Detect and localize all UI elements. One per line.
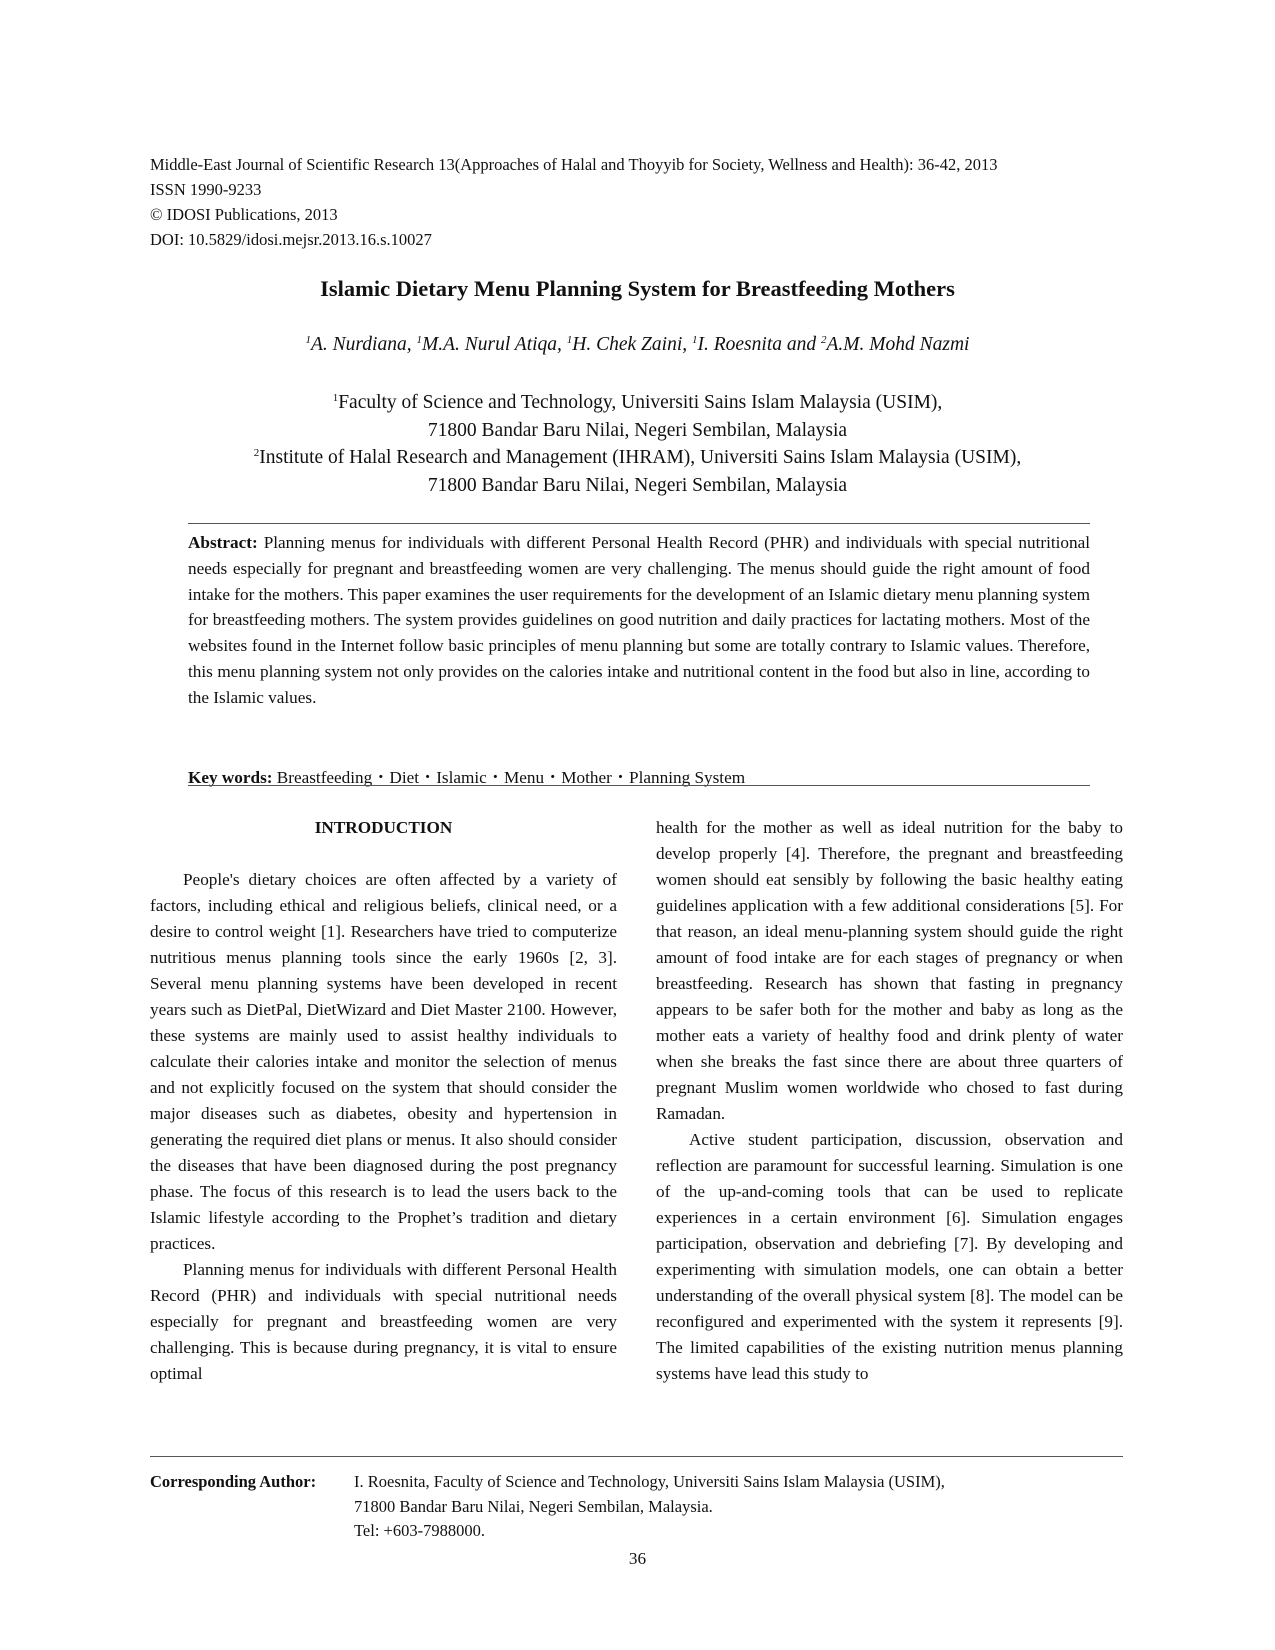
doi: DOI: 10.5829/idosi.mejsr.2013.16.s.10027 — [150, 230, 432, 249]
author-affiliation-mark: 1 — [305, 334, 312, 346]
paragraph: health for the mother as well as ideal nutrition for the baby to develop properly [4]. Therefore, the pregnant and breastfeeding women should eat sensibly by following the basic healthy eating guidelines application with a few additional considerations [5]. For that reason, an ideal menu-planning system should guide the right amount of food intake are for each stages of pregnancy or when breastfeeding. Research has shown that fasting in pregnancy appears to be safer both for the mother and baby as long as the mother eats a variety of healthy food and drink plenty of water when she breaks the fast since there are about three quarters of pregnant Muslim women worldwide who chosed to fast during Ramadan. — [656, 818, 1123, 1123]
author-name: H. Chek Zaini, — [572, 334, 692, 355]
abstract — [188, 530, 1090, 711]
author-list — [0, 334, 1275, 356]
right-column — [656, 815, 1123, 1387]
author-affiliation-mark: 1 — [416, 334, 422, 346]
corresponding-author-line: 71800 Bandar Baru Nilai, Negeri Sembilan, Malaysia. — [354, 1496, 713, 1516]
corresponding-author-line: I. Roesnita, Faculty of Science and Technology, Universiti Sains Islam Malaysia (USIM), — [354, 1472, 945, 1491]
journal-citation: Middle-East Journal of Scientific Research 13(Approaches of Halal and Thoyyib for Society, Wellness and Health): 36-42, 2013 — [150, 155, 998, 174]
corresponding-author-details — [354, 1470, 945, 1544]
copyright: © IDOSI Publications, 2013 — [150, 205, 338, 224]
abstract-label: Abstract: — [188, 533, 258, 552]
author-name: A. Nurdiana, — [311, 334, 417, 355]
affiliation-1-address: 71800 Bandar Baru Nilai, Negeri Sembilan, Malaysia — [427, 419, 848, 441]
author-name: M.A. Nurul Atiqa, — [421, 334, 567, 355]
footer-rule — [150, 1456, 1123, 1457]
abstract-text: Planning menus for individuals with different Personal Health Record (PHR) and individuals with special nutritional needs especially for pregnant and breastfeeding women are very challenging. The menus should guide the right amount of food intake for the mothers. This paper examines the user requirements for the development of an Islamic dietary menu planning system for breastfeeding mothers. The system provides guidelines on good nutrition and daily practices for lactating mothers. Most of the websites found in the Internet follow basic principles of menu planning but some are totally contrary to Islamic values. Therefore, this menu planning system not only provides on the calories intake and nutritional content in the food but also in line, according to the Islamic values. — [188, 533, 1090, 707]
author-affiliation-mark: 1 — [566, 334, 573, 346]
paragraph: Active student participation, discussion, observation and reflection are paramount for successful learning. Simulation is one of the up-and-coming tools that can be used to replicate experiences in a certain environment [6]. Simulation engages participation, observation and debriefing [7]. By developing and experimenting with simulation models, one can obtain a better understanding of the overall physical system [8]. The model can be reconfigured and experimented with the system it represents [9]. The limited capabilities of the existing nutrition menus planning systems have lead this study to — [656, 1130, 1123, 1383]
paragraph: Planning menus for individuals with different Personal Health Record (PHR) and individuals with special nutritional needs especially for pregnant and breastfeeding women are very challenging. This is because during pregnancy, it is vital to ensure optimal — [150, 1260, 617, 1383]
author-name: A.M. Mohd Nazmi — [826, 334, 970, 355]
affiliation-1 — [0, 389, 1275, 417]
affiliation-mark: 1 — [332, 392, 339, 404]
paragraph: People's dietary choices are often affected by a variety of factors, including ethical and religious beliefs, clinical need, or a desire to control weight [1]. Researchers have tried to computerize nutritious menus planning tools since the early 1960s [2, 3]. Several menu planning systems have been developed in recent years such as DietPal, DietWizard and Diet Master 2100. However, these systems are mainly used to assist healthy individuals to calculate their calories intake and monitor the selection of menus and not explicitly focused on the system that should consider the major diseases such as diabetes, obesity and hypertension in generating the required diet plans or menus. It also should consider the diseases that have been diagnosed during the post pregnancy phase. The focus of this research is to lead the users back to the Islamic lifestyle according to the Prophet’s tradition and dietary practices. — [150, 870, 617, 1253]
keywords-text: Breastfeeding・Diet・Islamic・Menu・Mother・Planning System — [276, 768, 746, 787]
affiliation-text: Institute of Halal Research and Management (IHRAM), Universiti Sains Islam Malaysia (USIM), — [259, 447, 1022, 469]
affiliation-2 — [0, 444, 1275, 472]
affiliation-mark: 2 — [253, 447, 260, 460]
author-affiliation-mark: 1 — [692, 334, 698, 346]
author-name: I. Roesnita and — [697, 334, 821, 355]
author-affiliation-mark: 2 — [820, 334, 827, 346]
left-column — [150, 815, 617, 1387]
corresponding-author-phone: Tel: +603-7988000. — [354, 1521, 485, 1540]
keywords-bottom-rule — [188, 785, 1090, 786]
issn: ISSN 1990-9233 — [150, 180, 262, 199]
paper-title: Islamic Dietary Menu Planning System for Breastfeeding Mothers — [320, 276, 955, 301]
affiliations — [0, 389, 1275, 499]
page-number: 36 — [628, 1549, 647, 1568]
affiliation-text: Faculty of Science and Technology, Universiti Sains Islam Malaysia (USIM), — [338, 392, 943, 413]
keywords-label: Key words: — [188, 768, 273, 787]
affiliation-2-address: 71800 Bandar Baru Nilai, Negeri Sembilan, Malaysia — [427, 474, 848, 496]
corresponding-author-label: Corresponding Author: — [150, 1472, 317, 1491]
journal-header — [150, 152, 997, 252]
section-heading-introduction: INTRODUCTION — [314, 818, 453, 837]
abstract-top-rule — [188, 523, 1090, 524]
